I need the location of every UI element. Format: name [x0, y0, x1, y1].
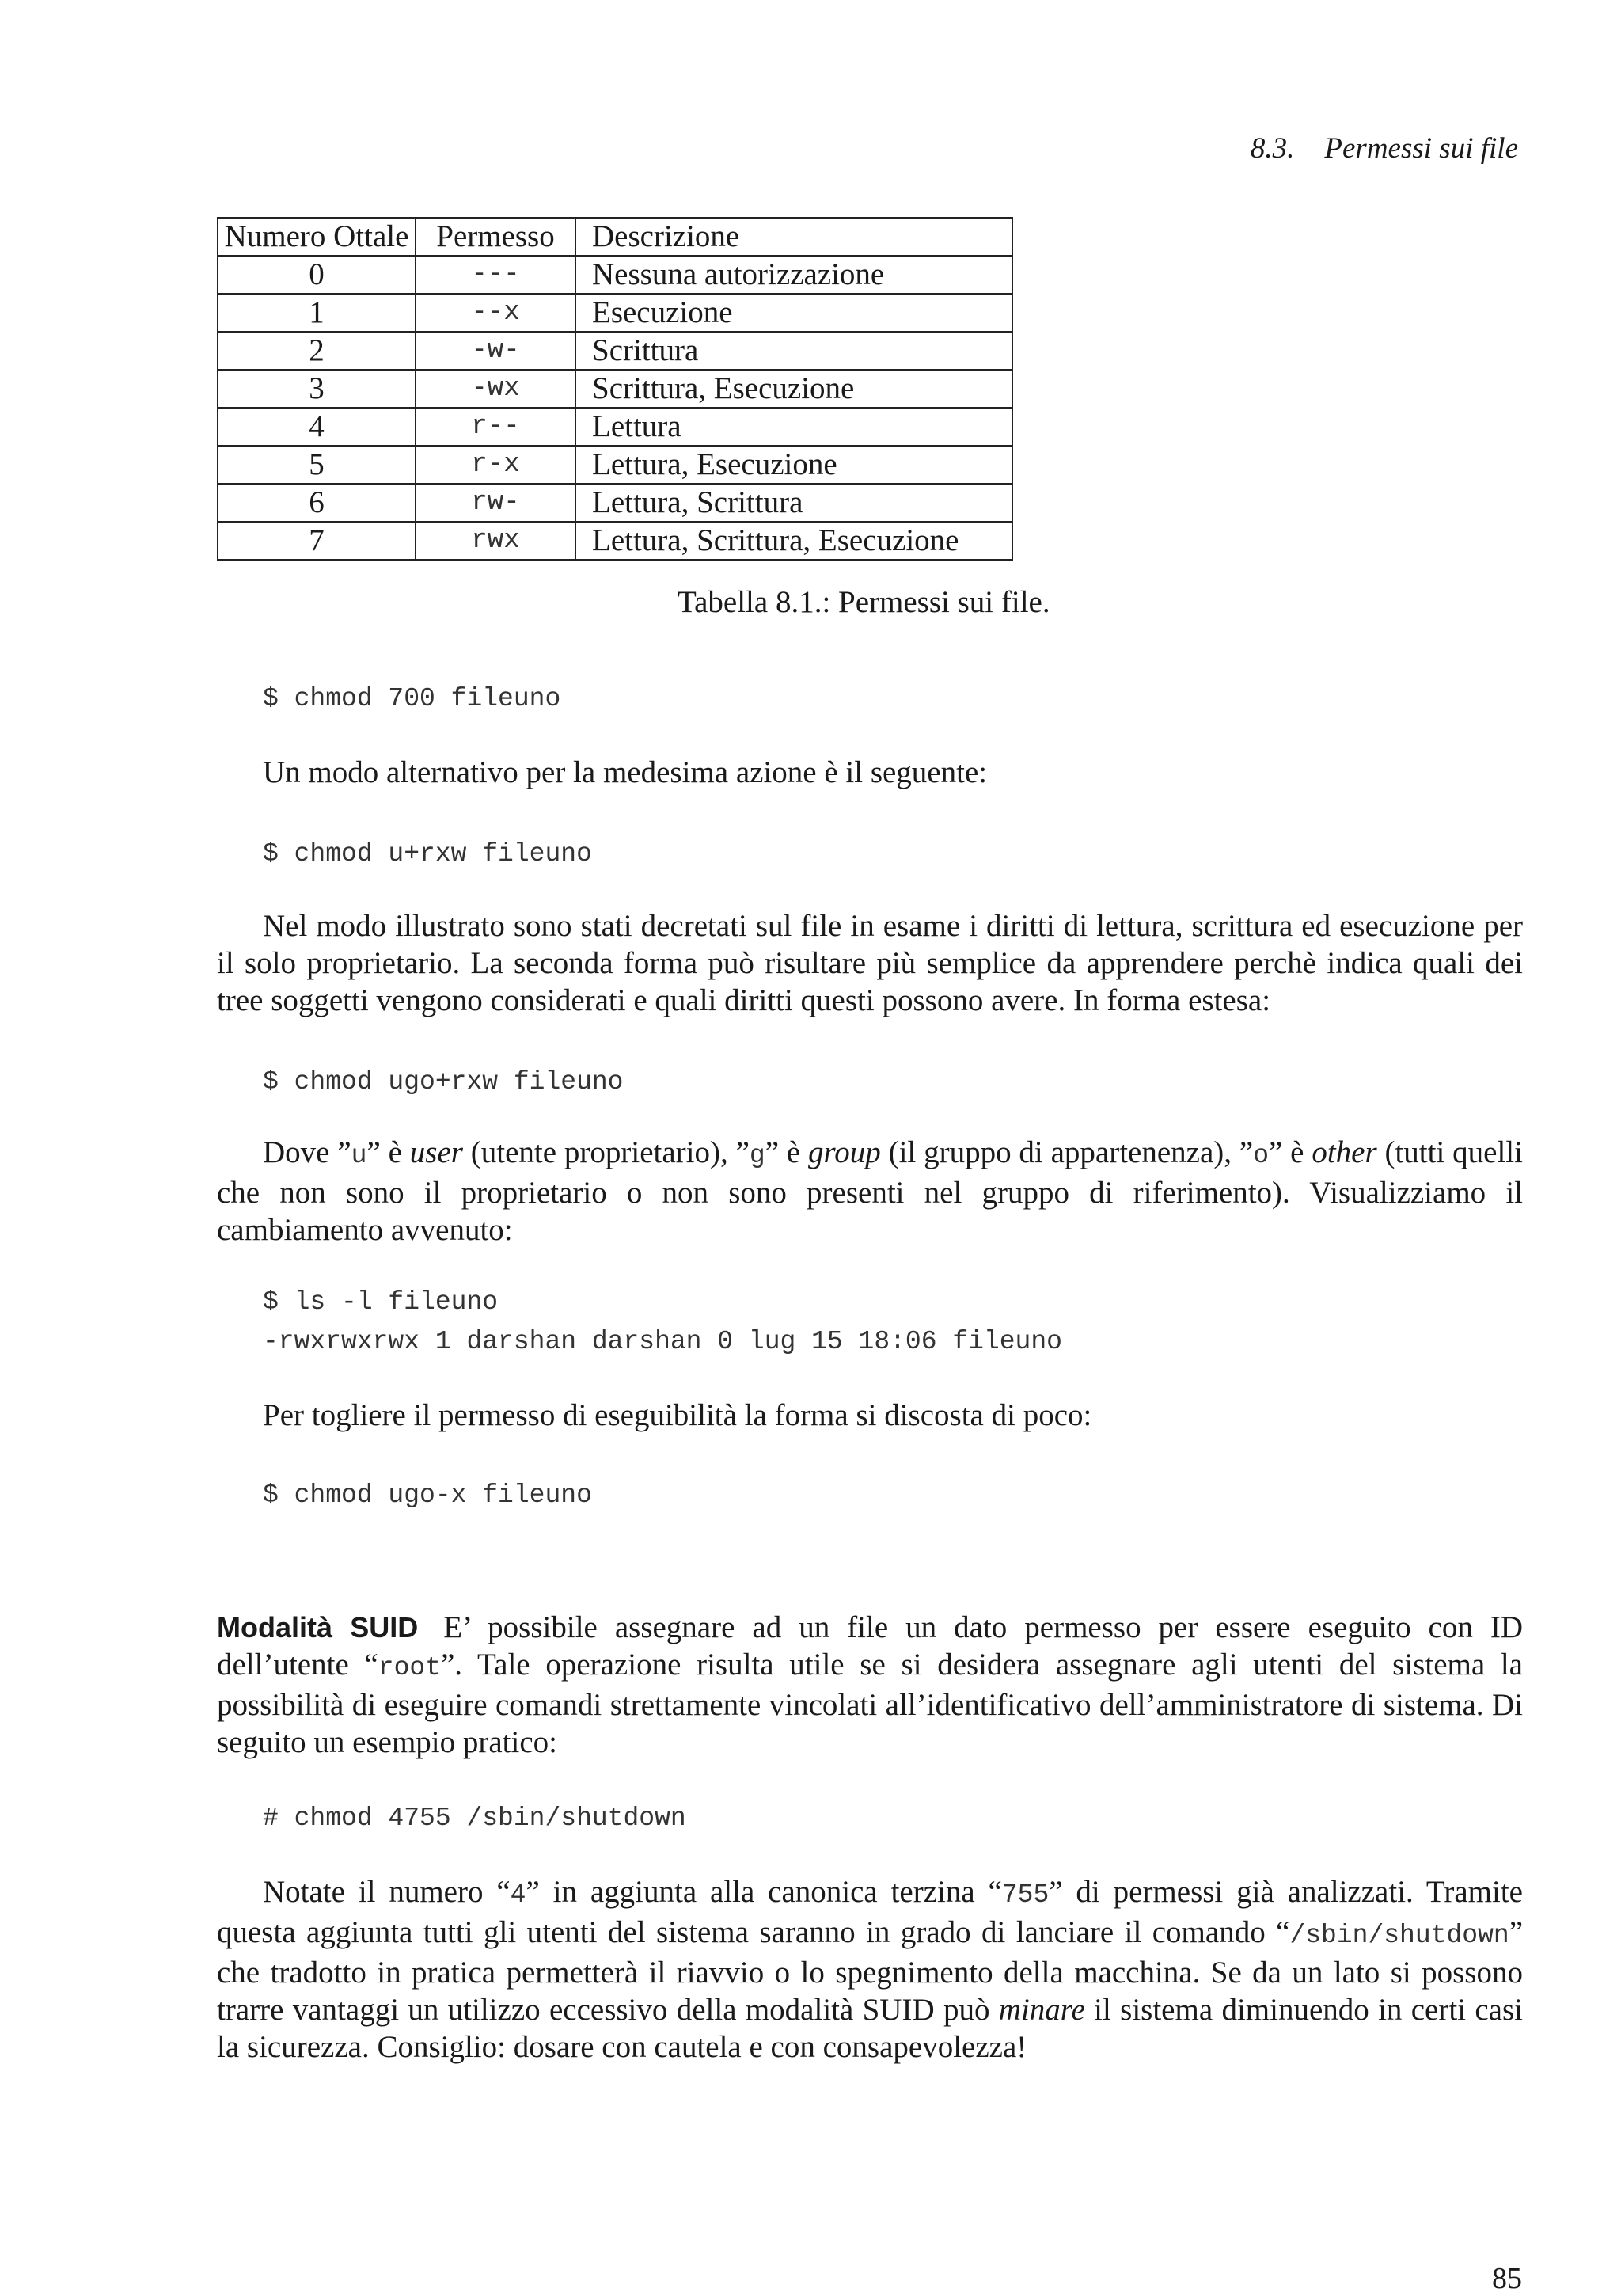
table-row — [218, 522, 1012, 560]
inline-code: /sbin/shutdown — [1289, 1921, 1509, 1950]
code-block-chmod-4755: # chmod 4755 /sbin/shutdown — [263, 1804, 686, 1833]
table-caption: Tabella 8.1.: Permessi sui file. — [678, 585, 1050, 619]
text: (utente proprietario), ” — [462, 1135, 750, 1169]
text: Dove ” — [263, 1135, 351, 1169]
octal-cell: 2 — [218, 332, 416, 370]
permission-cell: r-- — [416, 408, 575, 446]
text: ” che tradotto in pratica permetterà il riavvio o lo spegnimento della macchina. Se da un lato si possono trarre vantaggi un utilizzo eccessivo della modalità SUID può — [217, 1915, 1523, 2027]
description-cell: Scrittura, Esecuzione — [575, 370, 1012, 408]
octal-cell: 0 — [218, 256, 416, 294]
emphasis: minare — [998, 1993, 1085, 2027]
table-row — [218, 408, 1012, 446]
text: ” è — [1269, 1135, 1312, 1169]
paragraph-text — [217, 1873, 1523, 2066]
code-block-chmod-700: $ chmod 700 fileuno — [263, 684, 561, 713]
paragraph-remove-exec: Per togliere il permesso di eseguibilità la forma si discosta di poco: — [263, 1398, 1092, 1432]
table-row — [218, 446, 1012, 484]
text: il sistema diminuendo in certi casi la sicurezza. Consiglio: dosare con cautela e con consapevolezza! — [217, 1993, 1523, 2064]
table-row — [218, 332, 1012, 370]
inline-code: u — [351, 1141, 367, 1170]
emphasis: user — [409, 1135, 463, 1169]
inline-code: 755 — [1001, 1880, 1050, 1910]
section-number: 8.3. — [1250, 132, 1295, 165]
permission-cell: rw- — [416, 484, 575, 522]
text: Notate il numero “ — [263, 1875, 511, 1909]
table-row — [218, 370, 1012, 408]
description-cell: Lettura — [575, 408, 1012, 446]
paragraph-alternative: Un modo alternativo per la medesima azione è il seguente: — [263, 755, 988, 789]
code-block-chmod-u-rxw: $ chmod u+rxw fileuno — [263, 839, 592, 869]
inline-code: 4 — [510, 1880, 526, 1910]
text: ” è — [765, 1135, 809, 1169]
octal-cell: 5 — [218, 446, 416, 484]
section-title: Permessi sui file — [1324, 132, 1518, 165]
text: ” in aggiunta alla canonica terzina “ — [526, 1875, 1002, 1909]
code-block-chmod-ugo-x: $ chmod ugo-x fileuno — [263, 1481, 592, 1510]
paragraph-suid — [217, 1609, 1523, 1761]
paragraph-suid-note — [217, 1873, 1523, 2066]
code-block-ls-output: $ ls -l fileuno -rwxrwxrwx 1 darshan darshan 0 lug 15 18:06 fileuno — [263, 1287, 1062, 1356]
octal-cell: 1 — [218, 294, 416, 332]
description-cell: Nessuna autorizzazione — [575, 256, 1012, 294]
inline-code: root — [378, 1653, 441, 1682]
column-header: Permesso — [416, 218, 575, 256]
paragraph-text — [217, 1609, 1523, 1761]
code-block-chmod-ugo-rxw: $ chmod ugo+rxw fileuno — [263, 1067, 624, 1097]
description-cell: Lettura, Esecuzione — [575, 446, 1012, 484]
octal-cell: 3 — [218, 370, 416, 408]
permission-cell: -wx — [416, 370, 575, 408]
emphasis: other — [1312, 1135, 1377, 1169]
text: ” di permessi già analizzati. Tramite questa aggiunta tutti gli utenti del sistema saranno in grado di lanciare il comando “ — [217, 1875, 1523, 1949]
paragraph-text — [217, 1134, 1523, 1249]
text: (tutti quelli che non sono il proprietario o non sono presenti nel gruppo di riferimento). Visualizziamo il cambiamento avvenuto: — [217, 1135, 1523, 1247]
table-row — [218, 256, 1012, 294]
paragraph-explanation — [217, 907, 1523, 1019]
page-number: 85 — [1492, 2262, 1522, 2295]
emphasis: group — [808, 1135, 881, 1169]
permission-cell: rwx — [416, 522, 575, 560]
octal-cell: 4 — [218, 408, 416, 446]
paragraph-ugo — [217, 1134, 1523, 1249]
text: ”. Tale operazione risulta utile se si desidera assegnare agli utenti del sistema la possibilità di eseguire comandi strettamente vincolati all’identificativo dell’amministratore di sistema. Di seguito un esempio pratico: — [217, 1648, 1523, 1759]
column-header: Descrizione — [575, 218, 1012, 256]
description-cell: Lettura, Scrittura, Esecuzione — [575, 522, 1012, 560]
text: ” è — [366, 1135, 410, 1169]
table-header-row — [218, 218, 1012, 256]
column-header: Numero Ottale — [218, 218, 416, 256]
running-header — [1251, 131, 1518, 165]
paragraph-text: Nel modo illustrato sono stati decretati sul file in esame i diritti di lettura, scrittura ed esecuzione per il solo proprietario. La seconda forma può risultare più semplice da apprendere perchè indica quali dei tree soggetti vengono considerati e quali diritti questi possono avere. In forma estesa: — [217, 909, 1523, 1017]
description-cell: Scrittura — [575, 332, 1012, 370]
permission-cell: r-x — [416, 446, 575, 484]
table-row — [218, 294, 1012, 332]
permission-cell: -w- — [416, 332, 575, 370]
permission-cell: --- — [416, 256, 575, 294]
inline-code: o — [1253, 1141, 1269, 1170]
permissions-table — [217, 217, 1013, 561]
description-cell: Lettura, Scrittura — [575, 484, 1012, 522]
text: E’ possibile assegnare ad un file un dato permesso per essere eseguito con ID dell’utente “ — [217, 1610, 1524, 1682]
inline-code: g — [749, 1141, 765, 1170]
suid-heading: Modalità SUID — [217, 1611, 419, 1644]
description-cell: Esecuzione — [575, 294, 1012, 332]
table-row — [218, 484, 1012, 522]
text: (il gruppo di appartenenza), ” — [880, 1135, 1254, 1169]
permission-cell: --x — [416, 294, 575, 332]
octal-cell: 6 — [218, 484, 416, 522]
octal-cell: 7 — [218, 522, 416, 560]
